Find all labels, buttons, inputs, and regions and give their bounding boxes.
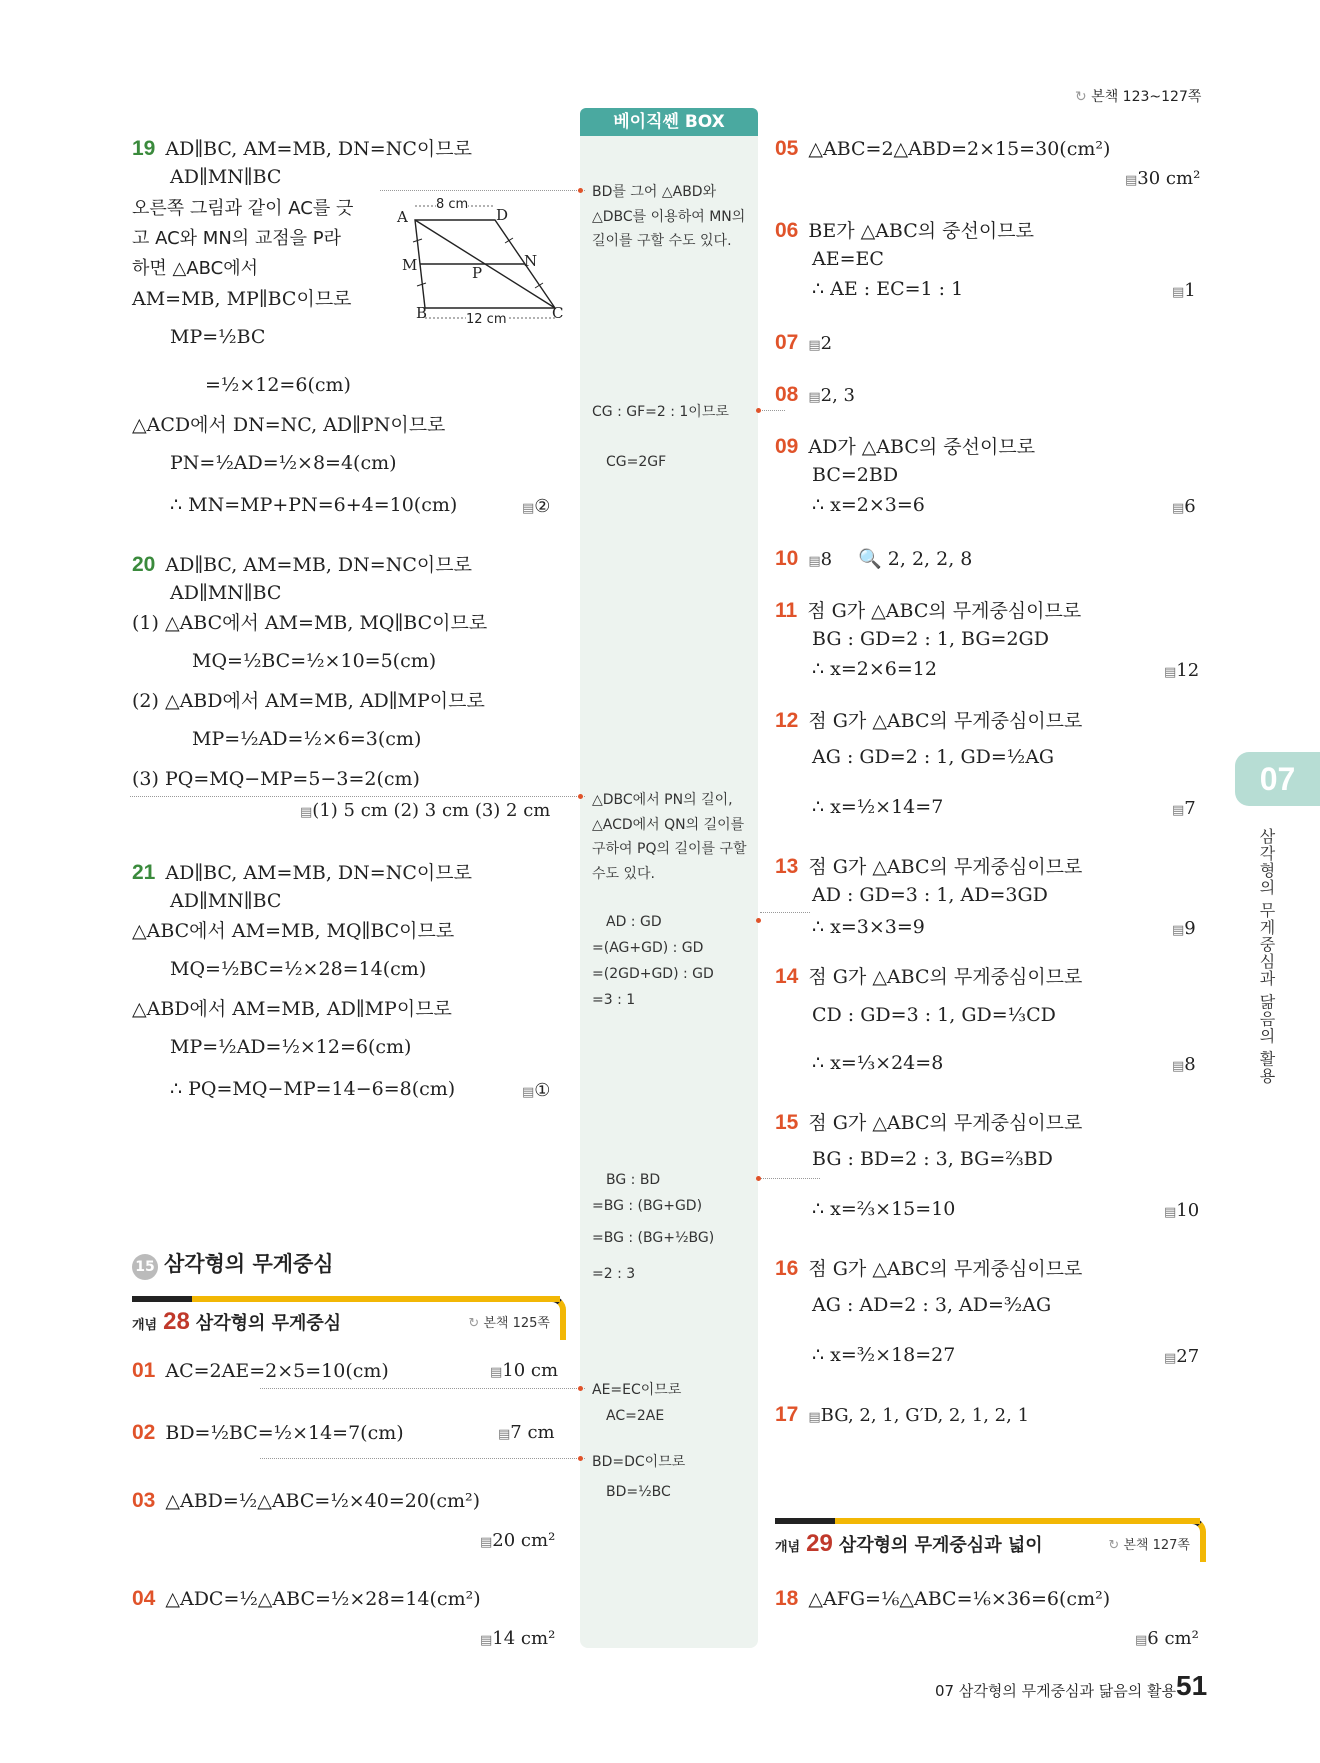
problem-19-line-1: 19 AD∥BC, AM=MB, DN=NC이므로 — [132, 137, 472, 160]
problem-17: 17▤ BG, 2, 1, G′D, 2, 1, 2, 1 — [775, 1402, 1029, 1427]
problem-01: 01 AC=2AE=2×5=10(cm) — [132, 1359, 389, 1382]
concept-29-ref: ↻ 본책 127쪽 — [1108, 1538, 1190, 1553]
problem-12-line-2: AG : GD=2 : 1, GD=½AG — [812, 746, 1055, 768]
section-badge: 15 — [132, 1254, 158, 1280]
connector-dot — [756, 1176, 761, 1181]
problem-13-line-1: 13 점 G가 △ABC의 무게중심이므로 — [775, 855, 1083, 878]
problem-16-line-3: ∴ x=³⁄₂×18=27 — [812, 1344, 956, 1366]
problem-13-answer: ▤ 9 — [1172, 918, 1196, 939]
box-note-5a: BG : BD — [606, 1172, 661, 1188]
problem-05: 05 △ABC=2△ABD=2×15=30(cm²) — [775, 137, 1111, 160]
box-note-5d: =2 : 3 — [592, 1266, 636, 1282]
connector-line — [130, 796, 585, 797]
problem-21-line-6: MP=½AD=½×12=6(cm) — [170, 1036, 412, 1058]
problem-19-line-5: 하면 △ABC에서 — [132, 258, 259, 279]
basic-box-title: 베이직쎈 BOX — [580, 108, 758, 136]
problem-16-line-2: AG : AD=2 : 3, AD=³⁄₂AG — [812, 1294, 1052, 1316]
problem-16-line-1: 16 점 G가 △ABC의 무게중심이므로 — [775, 1257, 1083, 1280]
problem-19-line-8: =½×12=6(cm) — [205, 374, 351, 396]
problem-19-line-3: 오른쪽 그림과 같이 AC를 긋 — [132, 198, 354, 219]
problem-07: 07▤ 2 — [775, 330, 832, 355]
problem-02-answer: ▤ 7 cm — [498, 1422, 555, 1443]
page-number: 51 — [1176, 1670, 1208, 1701]
problem-05-answer: ▤ 30 cm² — [1125, 168, 1200, 189]
problem-04-answer: ▤ 14 cm² — [480, 1628, 555, 1649]
figure-label-m: M — [402, 256, 418, 274]
figure-label-top: 8 cm — [436, 197, 469, 212]
footer-chapter: 07 삼각형의 무게중심과 닮음의 활용 — [935, 1682, 1177, 1700]
problem-21-line-7: ∴ PQ=MQ−MP=14−6=8(cm) — [170, 1078, 456, 1100]
problem-09-answer: ▤ 6 — [1172, 496, 1196, 517]
problem-21-answer: ▤ ① — [522, 1080, 550, 1101]
box-note-2b: CG=2GF — [606, 454, 667, 470]
box-note-6b: AC=2AE — [606, 1408, 665, 1424]
arrow-icon: ↻ — [1108, 1538, 1124, 1553]
box-note-7b: BD=½BC — [606, 1484, 671, 1500]
problem-19-line-10: PN=½AD=½×8=4(cm) — [170, 452, 397, 474]
figure-label-n: N — [524, 252, 538, 270]
section-15-heading: 15 삼각형의 무게중심 — [132, 1248, 334, 1280]
problem-19-line-2: AD∥MN∥BC — [170, 166, 282, 188]
problem-11-line-1: 11 점 G가 △ABC의 무게중심이므로 — [775, 599, 1082, 622]
problem-09-line-3: ∴ x=2×3=6 — [812, 494, 925, 516]
connector-line — [260, 1458, 585, 1459]
box-note-4d: =3 : 1 — [592, 992, 636, 1008]
concept-29-header: 개념 29 삼각형의 무게중심과 넓이 ↻ 본책 127쪽 — [775, 1518, 1206, 1562]
problem-20-line-7: (3) PQ=MQ−MP=5−3=2(cm) — [132, 768, 420, 790]
connector-line — [760, 410, 785, 411]
problem-12-line-3: ∴ x=½×14=7 — [812, 796, 944, 818]
figure-label-d: D — [496, 206, 509, 224]
box-note-3: △DBC에서 PN의 길이, △ACD에서 QN의 길이를 구하여 PQ의 길이를 구할 수도 있다. — [592, 792, 747, 882]
box-note-2a: CG : GF=2 : 1이므로 — [592, 404, 729, 420]
arrow-icon: ↻ — [1075, 89, 1092, 105]
problem-20-line-3: (1) △ABC에서 AM=MB, MQ∥BC이므로 — [132, 612, 488, 634]
problem-16-answer: ▤ 27 — [1164, 1346, 1199, 1367]
problem-06-line-3: ∴ AE : EC=1 : 1 — [812, 278, 964, 300]
box-note-1: BD를 그어 △ABD와 △DBC를 이용하여 MN의 길이를 구할 수도 있다. — [592, 184, 746, 249]
box-note-4a: AD : GD — [606, 914, 662, 930]
connector-line — [760, 1178, 820, 1179]
box-note-5b: =BG : (BG+GD) — [592, 1198, 703, 1214]
problem-03-answer: ▤ 20 cm² — [480, 1530, 555, 1551]
problem-13-line-3: ∴ x=3×3=9 — [812, 916, 925, 938]
connector-line — [260, 1388, 585, 1389]
box-note-4c: =(2GD+GD) : GD — [592, 966, 714, 982]
problem-20-line-6: MP=½AD=½×6=3(cm) — [192, 728, 422, 750]
magnifier-icon: 🔍 — [858, 548, 882, 570]
problem-14-line-1: 14 점 G가 △ABC의 무게중심이므로 — [775, 965, 1083, 988]
problem-18: 18 △AFG=⅙△ABC=⅙×36=6(cm²) — [775, 1587, 1111, 1610]
problem-14-answer: ▤ 8 — [1172, 1054, 1196, 1075]
box-note-5c: =BG : (BG+½BG) — [592, 1230, 715, 1246]
problem-14-line-3: ∴ x=⅓×24=8 — [812, 1052, 944, 1074]
problem-02: 02 BD=½BC=½×14=7(cm) — [132, 1421, 404, 1444]
problem-20-line-4: MQ=½BC=½×10=5(cm) — [192, 650, 437, 672]
figure-label-bottom: 12 cm — [466, 312, 507, 327]
problem-21-line-5: △ABD에서 AM=MB, AD∥MP이므로 — [132, 998, 452, 1020]
connector-dot — [756, 408, 761, 413]
problem-21-line-3: △ABC에서 AM=MB, MQ∥BC이므로 — [132, 920, 455, 942]
problem-20-answer: ▤ (1) 5 cm (2) 3 cm (3) 2 cm — [300, 800, 550, 821]
problem-19-line-4: 고 AC와 MN의 교점을 P라 — [132, 228, 342, 249]
problem-11-answer: ▤ 12 — [1164, 660, 1199, 681]
problem-09-line-2: BC=2BD — [812, 464, 899, 486]
problem-19-answer: ▤ ② — [522, 496, 550, 517]
problem-01-answer: ▤ 10 cm — [490, 1360, 558, 1381]
problem-15-line-3: ∴ x=⅔×15=10 — [812, 1198, 956, 1220]
problem-15-line-1: 15 점 G가 △ABC의 무게중심이므로 — [775, 1111, 1083, 1134]
problem-19-line-9: △ACD에서 DN=NC, AD∥PN이므로 — [132, 414, 446, 436]
connector-dot — [578, 794, 583, 799]
problem-15-answer: ▤ 10 — [1164, 1200, 1199, 1221]
problem-11-line-2: BG : GD=2 : 1, BG=2GD — [812, 628, 1049, 650]
problem-03: 03 △ABD=½△ABC=½×40=20(cm²) — [132, 1489, 481, 1512]
problem-19-line-6: AM=MB, MP∥BC이므로 — [132, 288, 352, 310]
figure-label-p: P — [472, 264, 483, 282]
header-ref: ↻ 본책 123~127쪽 — [1075, 89, 1202, 105]
problem-18-answer: ▤ 6 cm² — [1135, 1628, 1199, 1649]
concept-28-header: 개념 28 삼각형의 무게중심 ↻ 본책 125쪽 — [132, 1296, 566, 1340]
problem-21-line-1: 21 AD∥BC, AM=MB, DN=NC이므로 — [132, 861, 472, 884]
problem-20-line-2: AD∥MN∥BC — [170, 582, 282, 604]
problem-09-line-1: 09 AD가 △ABC의 중선이므로 — [775, 435, 1036, 458]
problem-19-line-11: ∴ MN=MP+PN=6+4=10(cm) — [170, 494, 458, 516]
problem-10: 10▤ 8 🔍 2, 2, 2, 8 — [775, 546, 972, 571]
connector-dot — [578, 1386, 583, 1391]
connector-line — [760, 912, 810, 913]
chapter-tab: 07 — [1235, 752, 1320, 806]
problem-06-line-1: 06 BE가 △ABC의 중선이므로 — [775, 219, 1034, 242]
problem-19-line-7: MP=½BC — [170, 326, 266, 348]
figure-label-a: A — [397, 208, 408, 226]
problem-13-line-2: AD : GD=3 : 1, AD=3GD — [812, 884, 1048, 906]
problem-06-answer: ▤ 1 — [1172, 280, 1196, 301]
problem-20-line-5: (2) △ABD에서 AM=MB, AD∥MP이므로 — [132, 690, 485, 712]
box-note-4b: =(AG+GD) : GD — [592, 940, 704, 956]
concept-28-ref: ↻ 본책 125쪽 — [468, 1316, 550, 1331]
problem-06-line-2: AE=EC — [812, 248, 884, 270]
box-note-7a: BD=DC이므로 — [592, 1454, 686, 1470]
problem-15-line-2: BG : BD=2 : 3, BG=⅔BD — [812, 1148, 1053, 1170]
problem-21-line-4: MQ=½BC=½×28=14(cm) — [170, 958, 427, 980]
figure-label-c: C — [552, 304, 564, 322]
problem-12-answer: ▤ 7 — [1172, 798, 1196, 819]
box-note-6a: AE=EC이므로 — [592, 1382, 682, 1398]
figure-label-b: B — [416, 304, 428, 322]
problem-11-line-3: ∴ x=2×6=12 — [812, 658, 937, 680]
chapter-vertical-title: 삼각형의 무게중심과 닮음의 활용 — [1257, 828, 1276, 1085]
connector-dot — [578, 1456, 583, 1461]
connector-line — [380, 190, 585, 191]
problem-08: 08▤ 2, 3 — [775, 382, 855, 407]
problem-12-line-1: 12 점 G가 △ABC의 무게중심이므로 — [775, 709, 1083, 732]
connector-dot — [578, 188, 583, 193]
problem-04: 04 △ADC=½△ABC=½×28=14(cm²) — [132, 1587, 481, 1610]
problem-20-line-1: 20 AD∥BC, AM=MB, DN=NC이므로 — [132, 553, 472, 576]
connector-dot — [756, 918, 761, 923]
problem-21-line-2: AD∥MN∥BC — [170, 890, 282, 912]
problem-14-line-2: CD : GD=3 : 1, GD=⅓CD — [812, 1004, 1056, 1026]
arrow-icon: ↻ — [468, 1316, 484, 1331]
